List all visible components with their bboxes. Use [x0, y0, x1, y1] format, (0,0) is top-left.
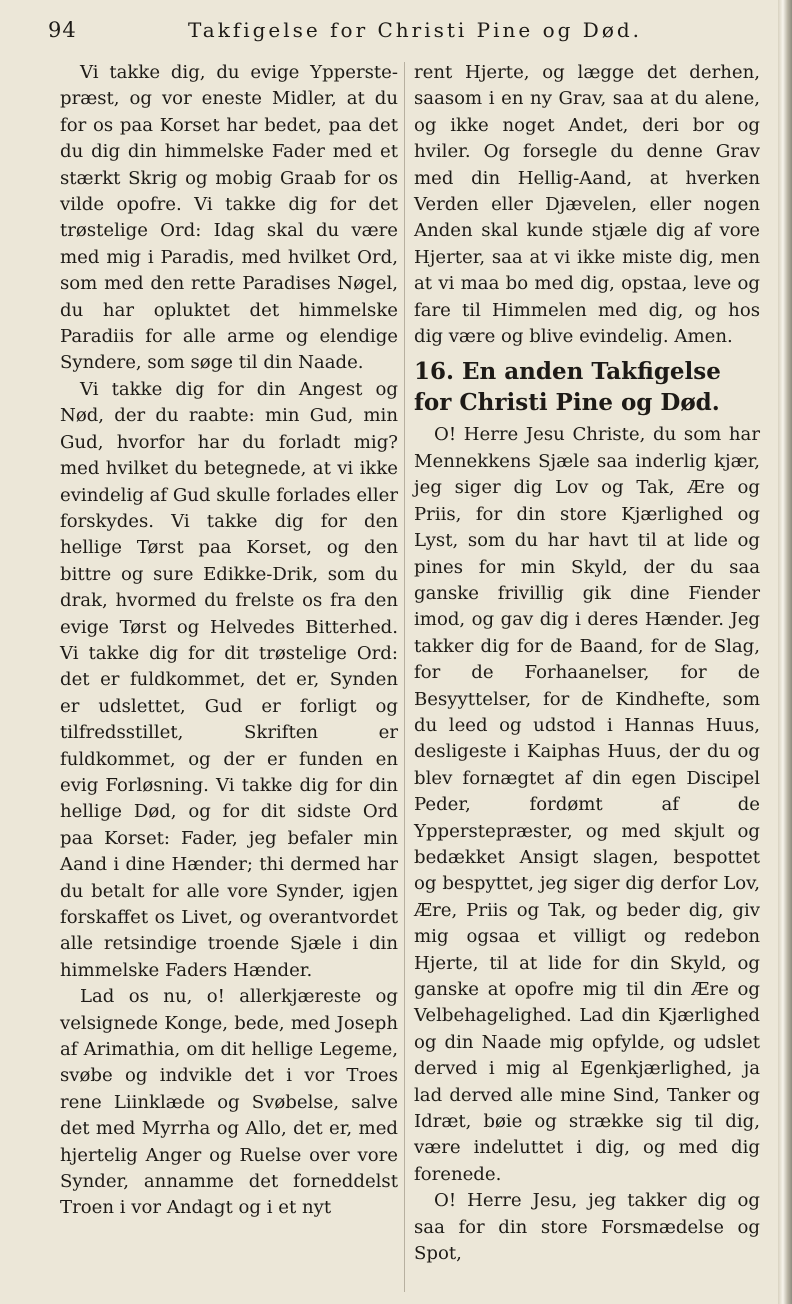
paragraph: O! Herre Jesu, jeg takker dig og saa for din store Forsmædelse og Spot,	[414, 1190, 760, 1265]
page-edge	[778, 0, 792, 1304]
left-column	[60, 60, 398, 1222]
column-divider	[404, 62, 405, 1292]
page-number: 94	[48, 18, 77, 42]
paragraph: rent Hjerte, og lægge det derhen, saasom i en ny Grav, saa at du alene, og ikke noget Andet, deri bor og hviler. Og forsegle du denne Grav med din Hellig-Aand, at hverken Verden eller Djævelen, eller nogen Anden skal kunde stjæle dig af vore Hjerter, saa at vi ikke miste dig, men at vi maa bo med dig, opstaa, leve og fare til Himmelen med dig, og hos dig være og blive evindelig. Amen.	[414, 62, 760, 348]
section-title: En anden Takfigelse for Christi Pine og Død.	[414, 358, 721, 417]
paragraph: O! Herre Jesu Christe, du som har Mennekkens Sjæle saa inderlig kjær, jeg siger dig Lov og Tak, Ære og Priis, for din store Kjærlighed og Lyst, som du har havt til at lide og pines for min Skyld, der du saa ganske frivillig gik dine Fiender imod, og gav dig i deres Hænder. Jeg takker dig for de Baand, for de Slag, for de Forhaanelser, for de Besyyttelser, for de Kindhefte, som du leed og udstod i Hannas Huus, desligeste i Kaiphas Huus, der du og blev fornægtet af din egen Discipel Peder, fordømt af de Ypperstepræster, og med skjult og bedækket Ansigt slagen, bespottet og bespyttet, jeg siger dig derfor Lov, Ære, Priis og Tak, og beder dig, giv mig ogsaa et villigt og redebon Hjerte, til at lide for din Skyld, og ganske at opofre mig til din Ære og Velbehagelighed. Lad din Kjærlighed og din Naade mig opfylde, og udslet derved i mig al Egenkjærlighed, ja lad derved alle mine Sind, Tanker og Idræt, bøie og strække sig til dig, være indeluttet i dig, og med dig forenede.	[414, 424, 760, 1185]
paragraph: Vi takke dig for din Angest og Nød, der du raabte: min Gud, min Gud, hvorfor har du forladt mig? med hvilket du betegnede, at vi ikke evindelig af Gud skulle forlades eller forskydes. Vi takke dig for den hellige Tørst paa Korset, og den bittre og sure Edikke-Drik, som du drak, hvormed du frelste os fra den evige Tørst og Helvedes Bitterhed. Vi takke dig for dit trøstelige Ord: det er fuldkommet, det er, Synden er udslettet, Gud er forligt og tilfredsstillet, Skriften er fuldkommet, og der er funden en evig Forløsning. Vi takke dig for din hellige Død, og for dit sidste Ord paa Korset: Fader, jeg befaler min Aand i dine Hænder; thi dermed har du betalt for alle vore Synder, igjen forskaffet os Livet, og overantvordet alle retsindige troende Sjæle i din himmelske Faders Hænder.	[60, 378, 398, 981]
section-number: 16.	[414, 358, 455, 386]
paragraph: Vi takke dig, du evige Ypperste-præst, og vor eneste Midler, at du for os paa Korset har bedet, paa det du dig din himmelske Fader med et stærkt Skrig og mobig Graab for os vilde opofre. Vi takke dig for det trøstelige Ord: Idag skal du være med mig i Paradis, med hvilket Ord, som med den rette Paradises Nøgel, du har opluktet det himmelske Paradiis for alle arme og elendige Syndere, som søge til din Naade.	[60, 62, 398, 374]
paragraph: Lad os nu, o! allerkjæreste og velsignede Konge, bede, med Joseph af Arimathia, om dit hellige Legeme, svøbe og indvikle det i vor Troes rene Liinklæde og Svøbelse, salve det med Myrrha og Allo, det er, med hjertelig Anger og Ruelse over vore Synder, annamme det forneddelst Troen i vor Andagt og i et nyt	[60, 986, 398, 1219]
section-heading	[414, 356, 760, 418]
running-head	[48, 18, 748, 48]
right-column	[414, 60, 760, 1267]
running-title: Takfigelse for Christi Pine og Død.	[188, 18, 643, 42]
